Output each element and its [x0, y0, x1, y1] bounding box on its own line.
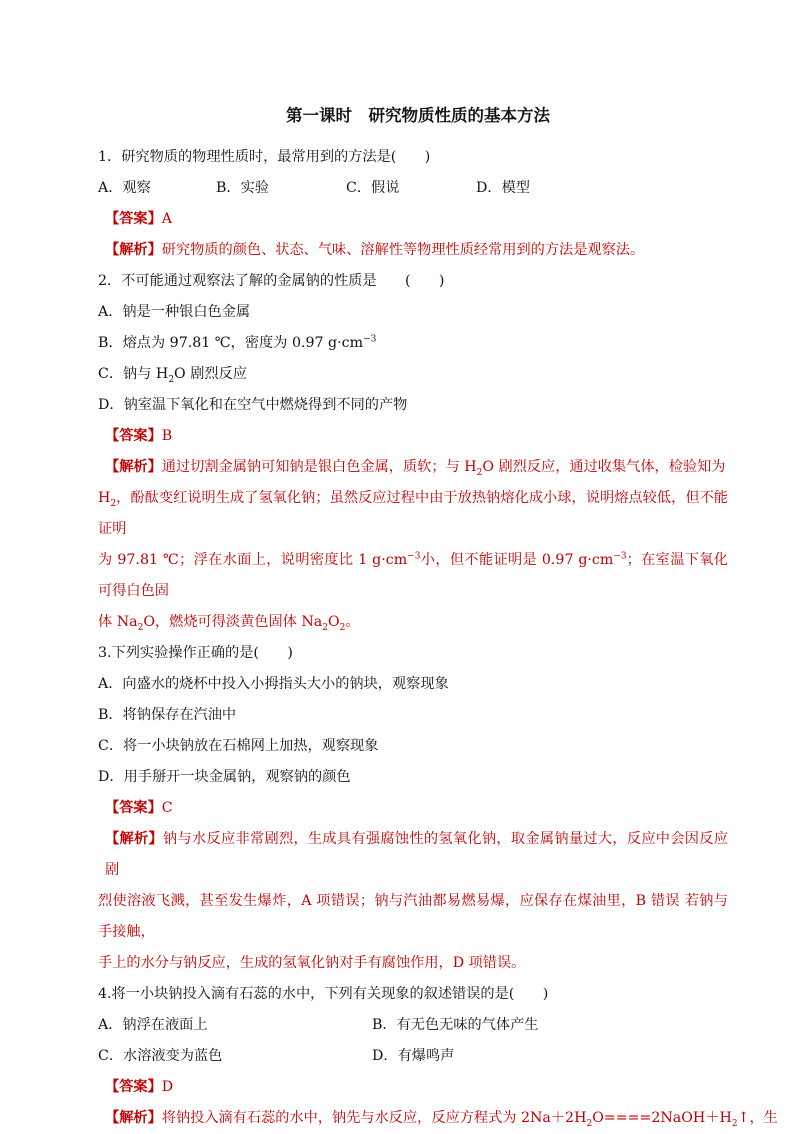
- question-4-answer: 【答案】D: [105, 1079, 174, 1095]
- question-3-stem: 3.下列实验操作正确的是( ): [98, 645, 293, 661]
- answer-value: A: [161, 211, 173, 227]
- question-4-explanation: [98, 1103, 778, 1134]
- q3-expl-line-3: 手上的水分与钠反应，生成的氢氧化钠对手有腐蚀作用，D 项错误。: [98, 955, 526, 971]
- question-3-explanation: [98, 824, 728, 979]
- q2-expl-line-3: 为 97.81 ℃；浮在水面上，说明密度比 1 $g\cdot cm^{-3}$小，但不能证明是 0.97 $g\cdot cm^{-3}$；在室温下氧化可得白色固: [98, 551, 728, 599]
- q2-expl-line-2: $H_2$，酚酞变红说明生成了氢氧化钠；虽然反应过程中由于放热钠熔化成小球，说明熔点较低，但不能证明: [98, 490, 728, 537]
- question-3-answer: 【答案】C: [105, 800, 173, 816]
- q3-expl-line-2: 烈使溶液飞溅，甚至发生爆炸，A 项错误；钠与汽油都易燃易爆，应保存在煤油里，B 错误 若钠与手接触，: [98, 893, 728, 940]
- q1-option-b: B．实验: [216, 180, 269, 196]
- q4-option-d: D．有爆鸣声: [372, 1048, 455, 1064]
- q4-options-row-2: [98, 1041, 728, 1072]
- q2-option-d: D．钠室温下氧化和在空气中燃烧得到不同的产物: [98, 397, 408, 413]
- question-1-options: [98, 173, 728, 204]
- q3-expl-line-1: 【解析】钠与水反应非常剧烈，生成具有强腐蚀性的氢氧化钠，取金属钠量过大，反应中会因反应剧: [105, 831, 728, 878]
- question-2-answer: 【答案】B: [105, 428, 173, 444]
- question-2-explanation: [98, 452, 728, 638]
- q1-option-d: D．模型: [476, 180, 530, 196]
- q4-expl-line-1: 【解析】将钠投入滴有石蕊的水中，钠先与水反应，反应方程式为 $2Na+2H_2O====2NaOH+H_2↑$，生: [105, 1110, 778, 1129]
- q4-option-b: B．有无色无味的气体产生: [372, 1017, 539, 1033]
- q2-option-b: B．熔点为 97.81 ℃，密度为 0.97 $g\cdot cm^{-3}$: [98, 334, 377, 351]
- q3-option-b: B．将钠保存在汽油中: [98, 707, 237, 723]
- q2-expl-line-1: 【解析】通过切割金属钠可知钠是银白色金属，质软；与 $H_2O$ 剧烈反应，通过收集气体，检验知为: [105, 459, 726, 478]
- q3-option-c: C．将一小块钠放在石棉网上加热，观察现象: [98, 738, 379, 754]
- question-2-stem: 2．不可能通过观察法了解的金属钠的性质是 ( ): [98, 273, 445, 289]
- answer-tag: 【答案】: [105, 211, 162, 227]
- question-1-explanation: 【解析】研究物质的颜色、状态、气味、溶解性等物理性质经常用到的方法是观察法。: [105, 242, 645, 258]
- q2-option-a: A．钠是一种银白色金属: [98, 304, 251, 320]
- q4-options-row-1: [98, 1010, 728, 1041]
- q1-option-c: C．假说: [346, 180, 400, 196]
- question-1-stem: 1．研究物质的物理性质时，最常用到的方法是( ): [98, 149, 431, 165]
- question-1-answer: [98, 204, 728, 235]
- q4-option-a: A．钠浮在液面上: [98, 1017, 208, 1033]
- question-4-stem: 4.将一小块钠投入滴有石蕊的水中，下列有关现象的叙述错误的是( ): [98, 986, 549, 1002]
- page-title: 第一课时 研究物质性质的基本方法: [286, 106, 550, 125]
- q2-option-c: C．钠与 $H_2O$ 剧烈反应: [98, 366, 247, 385]
- explanation-tag: 【解析】: [105, 242, 162, 258]
- q1-option-a: A．观察: [98, 180, 151, 196]
- q3-option-a: A．向盛水的烧杯中投入小拇指头大小的钠块，观察现象: [98, 676, 449, 692]
- q4-option-c: C．水溶液变为蓝色: [98, 1048, 223, 1064]
- q2-expl-line-4: 体 $Na_2O$，燃烧可得淡黄色固体 $Na_2O_2$。: [98, 614, 360, 633]
- q3-option-d: D．用手掰开一块金属钠，观察钠的颜色: [98, 769, 351, 785]
